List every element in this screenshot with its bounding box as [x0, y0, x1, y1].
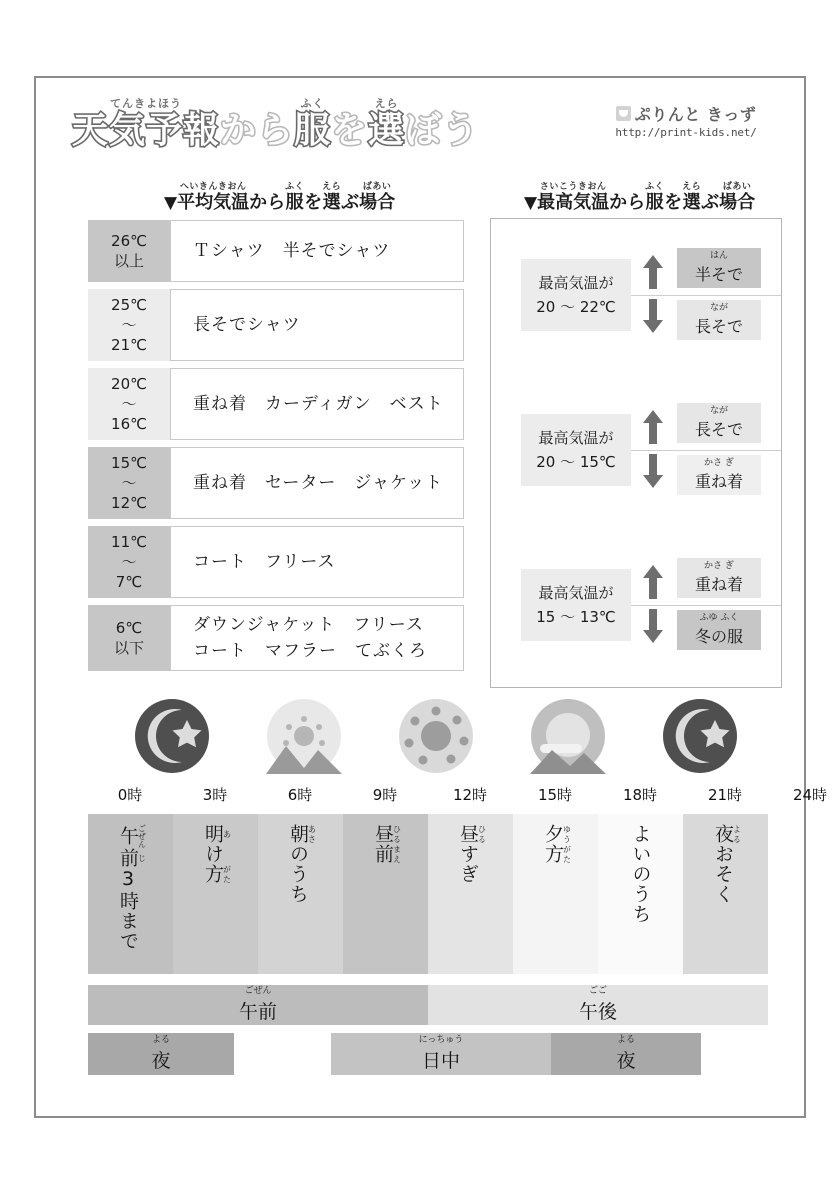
period-ruby: 昼ひる: [372, 824, 402, 844]
period-label: [370, 824, 401, 864]
head-left-seg-0: [177, 182, 249, 213]
time-tick-1: 3時: [202, 786, 228, 804]
table-row: [88, 220, 464, 282]
head-right-furigana-0: さいこうきおん: [539, 182, 607, 192]
clothing-cell: [170, 447, 464, 519]
moon-star-icon-2: [662, 698, 738, 774]
period-ruby: 朝あさ: [287, 824, 317, 844]
head-left-base-4: 選: [322, 192, 341, 213]
title-segment-5: [405, 98, 479, 151]
head-left-base-0: 平均気温: [177, 192, 250, 213]
max-temp-line-1: 20 〜 15℃: [536, 453, 616, 471]
clothing-cell: [170, 368, 464, 440]
head-right-seg-6: [719, 182, 755, 213]
head-left-marker-icon: ▼: [164, 193, 178, 213]
time-period-columns: [88, 814, 768, 974]
head-left-base-1: から: [249, 192, 286, 213]
brand-name: ぷりんと きっず: [634, 105, 757, 124]
sun-icon: [398, 698, 474, 774]
table-row: [88, 368, 464, 440]
clothing-chip-up: [677, 558, 761, 598]
temperature-range-cell: [88, 289, 170, 361]
time-axis: [60, 784, 828, 806]
temperature-line-1: 以上: [113, 252, 144, 270]
head-left-furigana-4: えら: [322, 182, 342, 192]
period-column-2: [258, 814, 343, 974]
chip-furigana: はん: [709, 251, 728, 261]
period-ruby: 前まえ: [372, 844, 402, 864]
period-ruby: 方がた: [542, 844, 572, 864]
period-label: 昼ひるすぎ: [457, 824, 487, 884]
period-column-6: [598, 814, 683, 974]
table-row: [88, 447, 464, 519]
block-divider: [631, 295, 781, 296]
title-segment-3: [331, 98, 368, 151]
max-temp-line-0: 最高気温が: [538, 274, 614, 292]
arrow-down-icon: [643, 454, 663, 488]
maximum-temperature-panel: [490, 218, 782, 688]
temperature-line-2: 7℃: [115, 573, 143, 591]
table-row: [88, 526, 464, 598]
nightday-furigana: よる: [616, 1035, 635, 1045]
temperature-range-cell: [88, 220, 170, 282]
head-right-base-0: 最高気温: [537, 192, 610, 213]
moon-star-icon: [134, 698, 210, 774]
title-text-0: 天気予報: [72, 110, 221, 151]
temperature-line-2: 12℃: [111, 494, 147, 512]
period-column-7: [683, 814, 768, 974]
head-left-seg-1: [249, 182, 285, 213]
chip-label: 重ね着: [694, 575, 743, 594]
period-column-5: [513, 814, 598, 974]
nightday-cell-2: [551, 1033, 701, 1075]
temperature-line-1: 〜: [121, 395, 137, 413]
title-segment-0: [72, 98, 220, 151]
clothing-line-0: Ｔシャツ 半そでシャツ: [193, 241, 391, 261]
chip-furigana: なが: [709, 406, 728, 416]
chip-furigana: なが: [709, 303, 728, 313]
head-left-base-6: 場合: [359, 192, 396, 213]
temperature-line-0: 26℃: [111, 232, 147, 250]
period-ruby: 夜よる: [712, 824, 742, 844]
head-right-furigana-4: えら: [682, 182, 702, 192]
ampm-furigana: ごご: [588, 986, 607, 996]
chip-label: 長そで: [694, 317, 743, 336]
period-column-3: [343, 814, 428, 974]
temperature-line-0: 11℃: [111, 533, 147, 551]
clothing-chip-down: [677, 610, 761, 650]
title-segment-1: [220, 98, 294, 151]
clothing-chip-up: [677, 403, 761, 443]
temperature-line-0: 6℃: [115, 619, 143, 637]
brand-logo: [596, 102, 776, 139]
max-temp-label: [521, 259, 631, 331]
head-left-seg-5: [341, 182, 359, 213]
temperature-line-1: 〜: [121, 474, 137, 492]
clothing-cell: [170, 605, 464, 671]
period-label: 明あけ方がた: [202, 824, 232, 884]
head-left-furigana-2: ふく: [285, 182, 305, 192]
max-temp-line-0: 最高気温が: [538, 584, 614, 602]
head-right-furigana-2: ふく: [645, 182, 665, 192]
nightday-cell-1: [331, 1033, 551, 1075]
sunset-icon: [530, 698, 606, 774]
weather-icon-strip: [88, 698, 768, 778]
period-ruby: 前じ: [117, 848, 147, 868]
head-left-base-3: を: [304, 192, 323, 213]
temperature-line-1: 〜: [121, 316, 137, 334]
title-text-2: 服: [294, 110, 332, 151]
head-right-furigana-6: ばあい: [722, 182, 752, 192]
am-pm-bar: [88, 985, 768, 1025]
nightday-furigana: にっちゅう: [418, 1035, 464, 1045]
time-tick-7: 21時: [707, 786, 743, 804]
worksheet-sheet: [34, 76, 828, 1118]
arrow-up-icon: [643, 410, 663, 444]
time-tick-0: 0時: [117, 786, 143, 804]
title-furigana-0: てんきよほう: [110, 97, 182, 110]
temperature-line-2: 16℃: [111, 415, 147, 433]
clothing-cell: [170, 526, 464, 598]
title-segment-2: [294, 98, 331, 151]
period-label: よいのうち: [629, 824, 652, 924]
nightday-label: 夜: [616, 1050, 636, 1072]
chip-furigana: かさ ぎ: [704, 561, 734, 571]
max-temp-block-1: [491, 392, 783, 510]
nightday-cell-0: [88, 1033, 234, 1075]
arrow-down-icon: [643, 299, 663, 333]
clothing-cell: [170, 289, 464, 361]
head-right-base-2: 服: [645, 192, 664, 213]
head-left-furigana-6: ばあい: [362, 182, 392, 192]
max-temp-block-2: [491, 547, 783, 665]
chip-label: 重ね着: [694, 472, 743, 491]
block-divider: [631, 605, 781, 606]
clothing-chip-down: [677, 300, 761, 340]
head-left-seg-3: [304, 182, 322, 213]
clothing-cell: [170, 220, 464, 282]
clothing-chip-up: [677, 248, 761, 288]
title-text-4: 選: [368, 110, 406, 151]
chip-label: 冬の服: [694, 627, 743, 646]
page-title: [72, 98, 479, 151]
brand-url: http://print-kids.net/: [615, 126, 757, 139]
head-right-base-5: ぶ: [701, 192, 720, 213]
time-tick-4: 12時: [452, 786, 488, 804]
ampm-cell-1: [428, 985, 768, 1025]
temperature-range-cell: [88, 368, 170, 440]
title-text-3: を: [331, 110, 369, 151]
period-column-1: [173, 814, 258, 974]
period-label: 夜よるおそく: [712, 824, 742, 904]
arrow-down-icon: [643, 609, 663, 643]
head-right-marker-icon: ▼: [524, 193, 538, 213]
arrow-up-icon: [643, 255, 663, 289]
period-ruby: 方がた: [202, 864, 232, 884]
head-left-seg-4: [322, 182, 341, 213]
period-column-4: [428, 814, 513, 974]
head-left-base-2: 服: [285, 192, 304, 213]
period-label: 朝あさのうち: [287, 824, 317, 904]
time-tick-3: 9時: [372, 786, 398, 804]
temperature-line-0: 15℃: [111, 454, 147, 472]
head-right-seg-1: [609, 182, 645, 213]
time-tick-8: 24時: [792, 786, 828, 804]
time-tick-5: 15時: [537, 786, 573, 804]
head-left-base-5: ぶ: [341, 192, 360, 213]
nightday-furigana: よる: [151, 1035, 170, 1045]
temperature-range-cell: [88, 526, 170, 598]
max-temp-line-1: 15 〜 13℃: [536, 608, 616, 626]
head-right-seg-3: [664, 182, 682, 213]
temperature-line-0: 20℃: [111, 375, 147, 393]
chip-furigana: かさ ぎ: [704, 458, 734, 468]
period-ruby: 昼ひる: [457, 824, 487, 844]
temperature-range-cell: [88, 605, 170, 671]
clothing-line-0: 長そでシャツ: [193, 315, 301, 335]
section-heading-maximum: [524, 182, 755, 213]
max-temp-label: [521, 414, 631, 486]
time-tick-6: 18時: [622, 786, 658, 804]
nightday-label: 夜: [151, 1050, 171, 1072]
head-right-base-3: を: [664, 192, 683, 213]
block-divider: [631, 450, 781, 451]
head-right-base-1: から: [609, 192, 646, 213]
max-temp-line-0: 最高気温が: [538, 429, 614, 447]
title-text-5: ぼう: [405, 110, 480, 151]
temperature-range-cell: [88, 447, 170, 519]
chip-label: 長そで: [694, 420, 743, 439]
head-right-seg-4: [682, 182, 701, 213]
section-heading-average: [164, 182, 395, 213]
clothing-line-0: 重ね着 カーディガン ベスト: [193, 394, 444, 414]
head-right-seg-0: [537, 182, 609, 213]
title-segment-4: [368, 98, 405, 151]
period-column-0: [88, 814, 173, 974]
max-temp-block-0: [491, 237, 783, 355]
ampm-furigana: ごぜん: [244, 986, 272, 996]
average-temperature-table: [88, 220, 464, 678]
temperature-line-2: 21℃: [111, 336, 147, 354]
clothing-chip-down: [677, 455, 761, 495]
title-furigana-4: えら: [374, 97, 399, 110]
period-label: 午ごぜん前じ3時まで: [117, 824, 147, 951]
period-ruby: 午ごぜん: [117, 824, 147, 848]
time-tick-2: 6時: [287, 786, 313, 804]
clothing-line-0: 重ね着 セーター ジャケット: [193, 473, 444, 493]
clothing-line-0: ダウンジャケット フリース: [193, 615, 424, 635]
ampm-cell-0: [88, 985, 428, 1025]
max-temp-label: [521, 569, 631, 641]
max-temp-line-1: 20 〜 22℃: [536, 298, 616, 316]
head-right-base-4: 選: [682, 192, 701, 213]
head-right-seg-2: [645, 182, 664, 213]
chip-label: 半そで: [694, 265, 743, 284]
arrow-up-icon: [643, 565, 663, 599]
smile-square-icon: [616, 106, 631, 121]
sunrise-icon: [266, 698, 342, 774]
temperature-line-1: 〜: [121, 553, 137, 571]
ampm-label: 午前: [238, 1001, 277, 1023]
chip-furigana: ふゆ ふく: [699, 613, 739, 623]
head-left-seg-6: [359, 182, 395, 213]
title-furigana-2: ふく: [300, 97, 325, 110]
ampm-label: 午後: [578, 1001, 617, 1023]
title-text-1: から: [220, 110, 295, 151]
temperature-line-0: 25℃: [111, 296, 147, 314]
table-row: [88, 289, 464, 361]
temperature-line-1: 以下: [113, 639, 144, 657]
night-day-bar: [88, 1033, 768, 1075]
head-left-furigana-0: へいきんきおん: [179, 182, 247, 192]
head-right-seg-5: [701, 182, 719, 213]
head-left-seg-2: [285, 182, 304, 213]
clothing-line-0: コート フリース: [193, 552, 336, 572]
nightday-label: 日中: [421, 1050, 460, 1072]
period-label: [540, 824, 571, 864]
period-ruby: 夕ゆう: [542, 824, 572, 844]
table-row: [88, 605, 464, 671]
head-right-base-6: 場合: [719, 192, 756, 213]
clothing-line-1: コート マフラー てぶくろ: [193, 641, 427, 661]
period-ruby: 明あ: [202, 824, 232, 844]
